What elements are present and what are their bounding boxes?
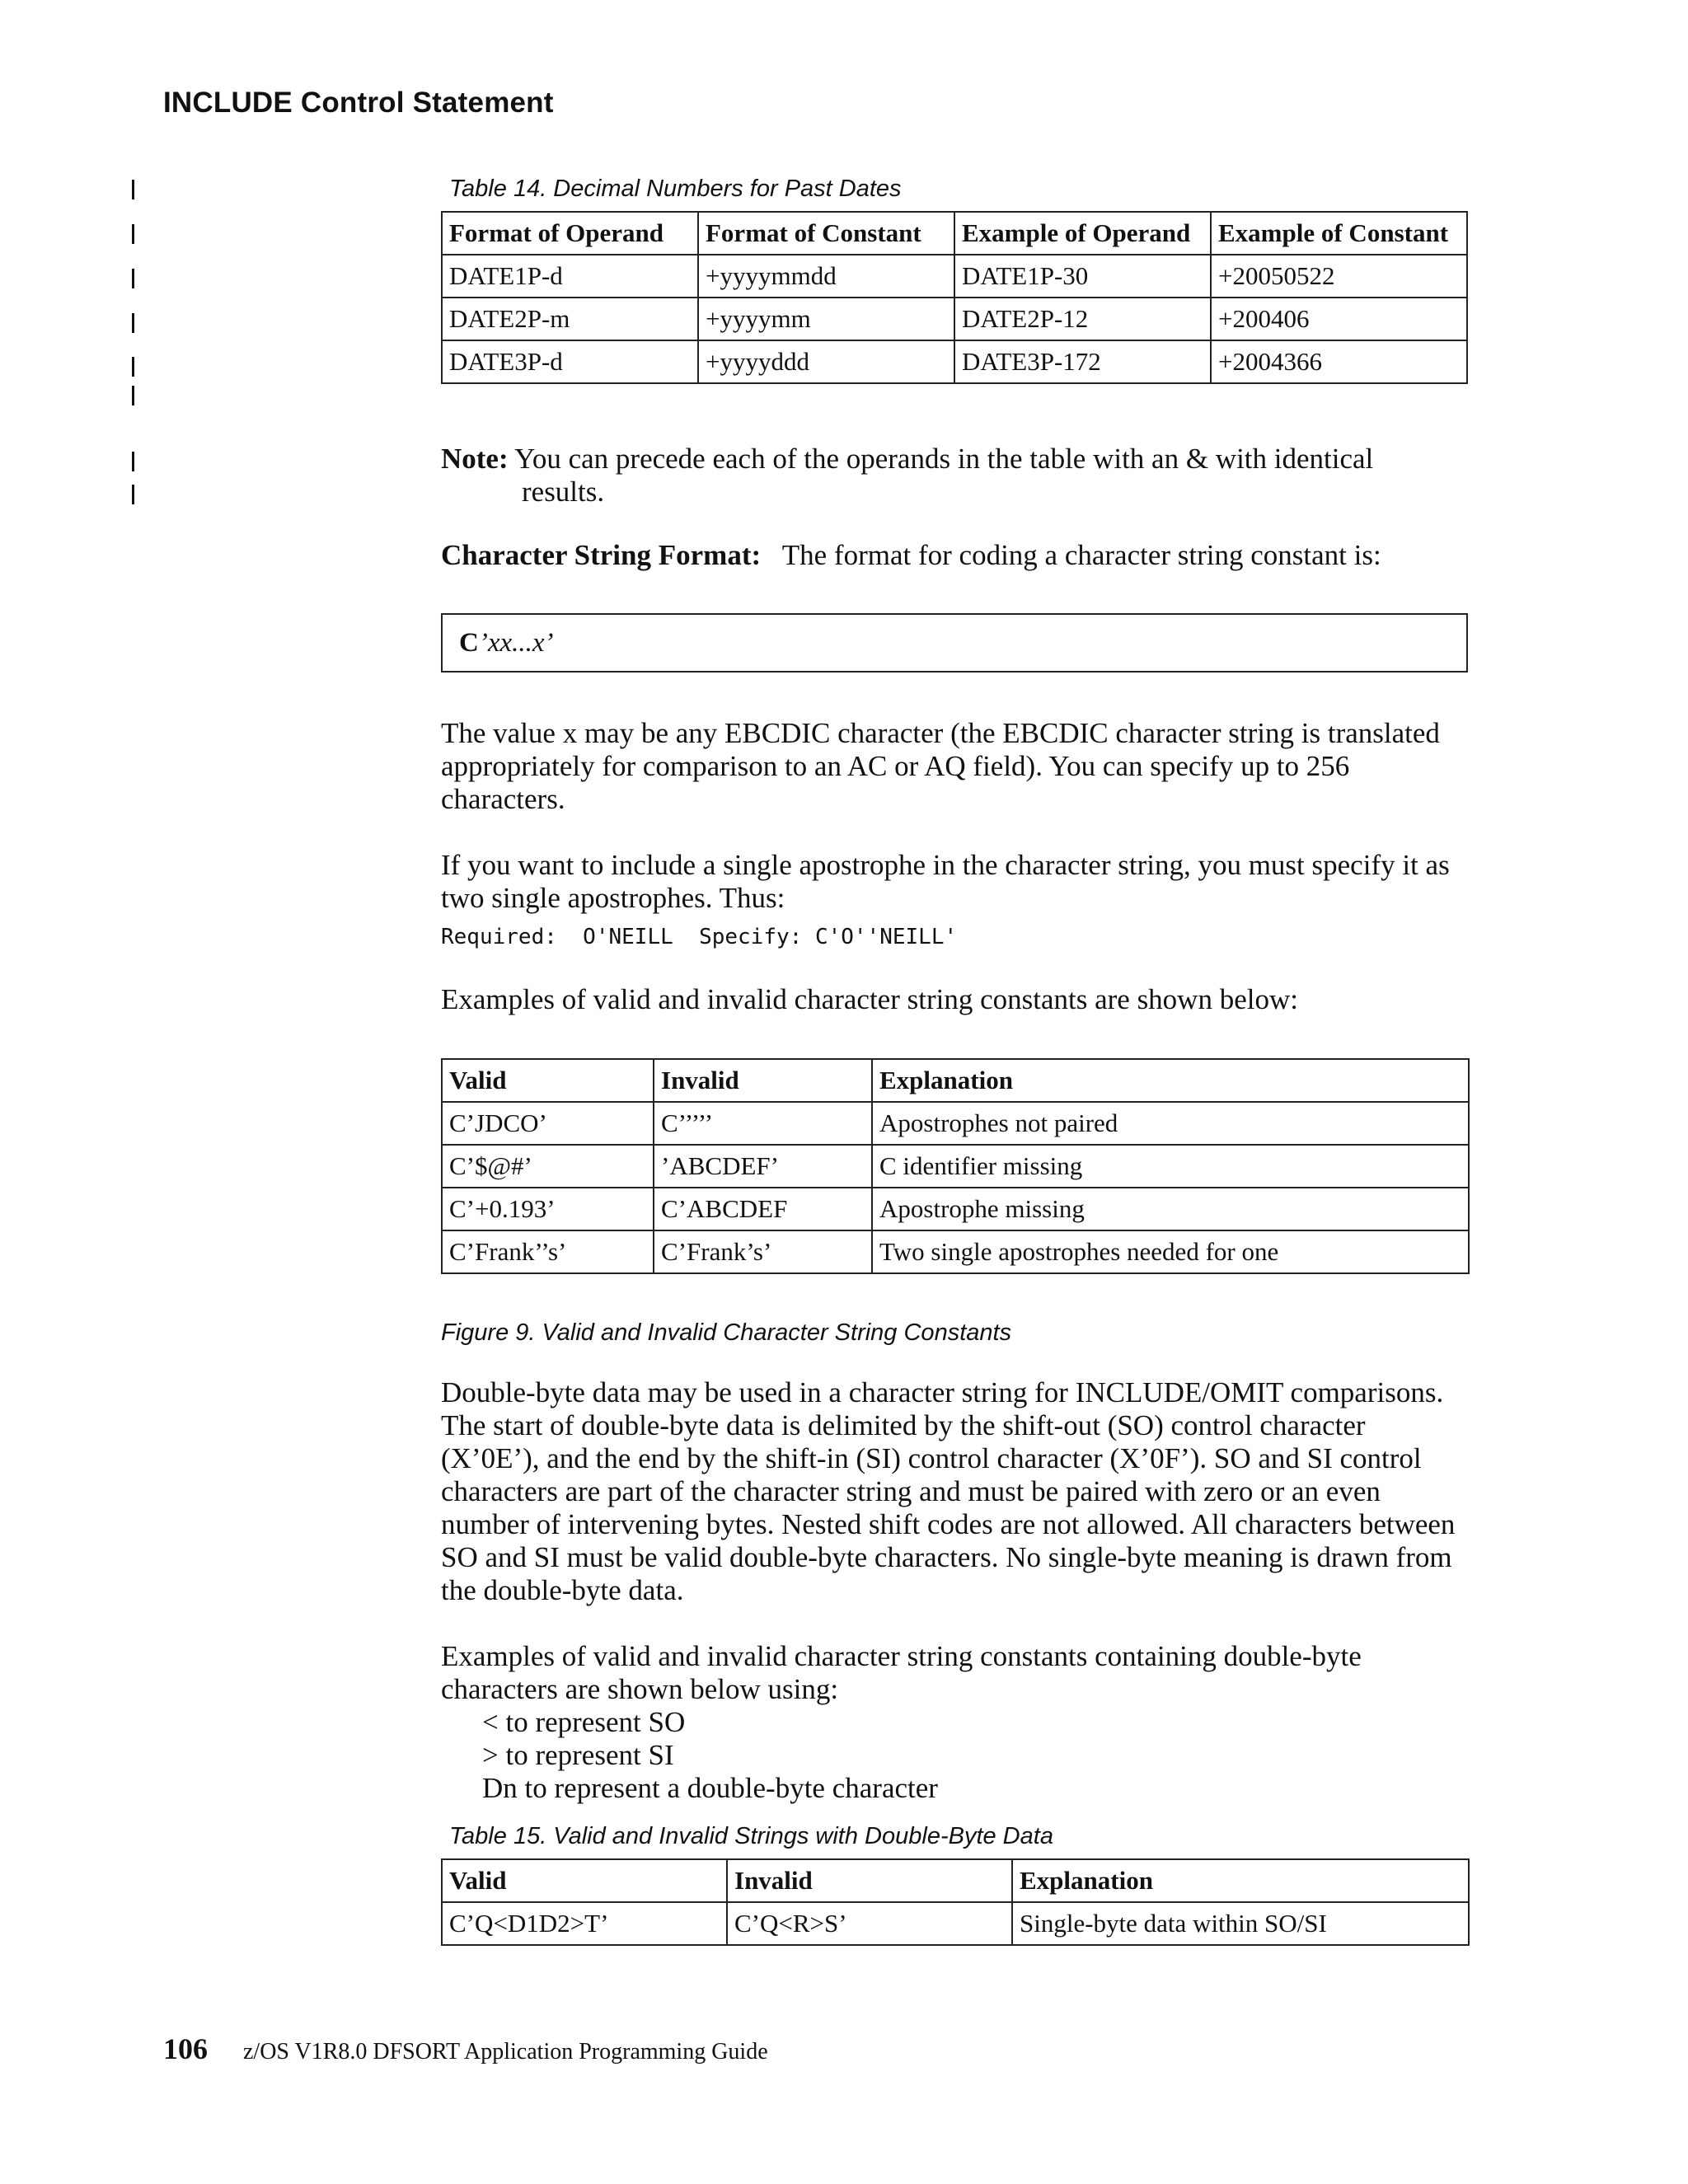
code-example: Required: O'NEILL Specify: C'O''NEILL' [441, 925, 958, 949]
table-cell: DATE2P-12 [954, 298, 1211, 340]
symbol-list [441, 1706, 1468, 1805]
table-header-row [442, 1859, 1469, 1902]
table-cell: Two single apostrophes needed for one [872, 1230, 1469, 1273]
table-cell: C’ABCDEF [654, 1188, 872, 1230]
section-intro: The format for coding a character string constant is: [781, 539, 1381, 571]
paragraph: Examples of valid and invalid character string constants are shown below: [441, 983, 1298, 1015]
column-header: Valid [442, 1859, 727, 1902]
revision-bar [132, 357, 134, 377]
paragraph: Examples of valid and invalid character string constants containing double-byte characters are shown below using: [441, 1640, 1362, 1705]
table-cell: +20050522 [1211, 255, 1467, 298]
table-cell: C’$@#’ [442, 1145, 654, 1188]
revision-bar [132, 386, 134, 405]
table-row [442, 1230, 1469, 1273]
table-cell: C’Frank’s’ [654, 1230, 872, 1273]
book-title: z/OS V1R8.0 DFSORT Application Programming Guide [243, 2039, 768, 2064]
table-cell: +200406 [1211, 298, 1467, 340]
table-cell: ’ABCDEF’ [654, 1145, 872, 1188]
page-footer [163, 2032, 768, 2066]
table-cell: Apostrophe missing [872, 1188, 1469, 1230]
table-15 [441, 1858, 1470, 1946]
column-header: Valid [442, 1059, 654, 1102]
column-header: Invalid [654, 1059, 872, 1102]
syntax-operand: ’xx...x’ [478, 628, 554, 658]
table-header-row [442, 212, 1467, 255]
note-text: You can precede each of the operands in the table with an & with identical [514, 443, 1374, 475]
table-cell: DATE1P-30 [954, 255, 1211, 298]
table-row [442, 1102, 1469, 1145]
table-cell: +yyyyddd [698, 340, 954, 383]
dbcs-examples [441, 1640, 1468, 1805]
char-string-intro [441, 539, 1468, 572]
revision-bar [132, 180, 134, 199]
list-item: Dn to represent a double-byte character [482, 1772, 938, 1804]
list-item: > to represent SI [482, 1739, 674, 1771]
figure-9-table [441, 1058, 1470, 1274]
revision-bar [132, 485, 134, 504]
table-cell: C identifier missing [872, 1145, 1469, 1188]
table-header-row [442, 1059, 1469, 1102]
note-text-continued: results. [522, 476, 605, 508]
table-cell: C’JDCO’ [442, 1102, 654, 1145]
table-cell: DATE3P-172 [954, 340, 1211, 383]
table-cell: +yyyymm [698, 298, 954, 340]
list-item: < to represent SO [482, 1706, 686, 1738]
table-row [442, 1902, 1469, 1945]
section-heading: Character String Format: [441, 539, 762, 571]
table-row [442, 1188, 1469, 1230]
column-header: Explanation [872, 1059, 1469, 1102]
revision-bar [132, 452, 134, 471]
table-14-section [441, 176, 1468, 384]
paragraph: If you want to include a single apostrophe in the character string, you must specify it as two single apostrophes. Thus: [441, 849, 1450, 914]
column-header: Explanation [1012, 1859, 1469, 1902]
running-title: INCLUDE Control Statement [163, 87, 554, 119]
table-14-caption: Table 14. Decimal Numbers for Past Dates [449, 176, 902, 202]
table-cell: +2004366 [1211, 340, 1467, 383]
column-header: Format of Operand [442, 212, 698, 255]
column-header: Invalid [727, 1859, 1012, 1902]
table-row [442, 255, 1467, 298]
table-cell: C’Q<R>S’ [727, 1902, 1012, 1945]
table-cell: Apostrophes not paired [872, 1102, 1469, 1145]
table-cell: DATE2P-m [442, 298, 698, 340]
syntax-c: C [459, 628, 479, 658]
figure-9 [441, 1058, 1468, 1274]
column-header: Example of Constant [1211, 212, 1467, 255]
table-cell: Single-byte data within SO/SI [1012, 1902, 1469, 1945]
paragraph: Double-byte data may be used in a character string for INCLUDE/OMIT comparisons. The start of double-byte data is delimited by the shift-out (SO) control character (X’0E’), and the end by the shift-in (SI) control character (X’0F’). SO and SI control characters are part of the character string and must be paired with zero or an even number of intervening bytes. Nested shift codes are not allowed. All characters between SO and SI must be valid double-byte characters. No single-byte meaning is drawn from the double-byte data. [441, 1376, 1456, 1606]
table-cell: C’+0.193’ [442, 1188, 654, 1230]
table-row [442, 298, 1467, 340]
revision-bar [132, 313, 134, 333]
column-header: Example of Operand [954, 212, 1211, 255]
table-cell: +yyyymmdd [698, 255, 954, 298]
table-row [442, 340, 1467, 383]
note [441, 443, 1468, 509]
table-cell: C’Frank’’s’ [442, 1230, 654, 1273]
revision-bar [132, 224, 134, 244]
revision-bar [132, 269, 134, 288]
figure-9-caption: Figure 9. Valid and Invalid Character String Constants [441, 1319, 1012, 1346]
syntax-box [441, 613, 1468, 673]
table-cell: DATE3P-d [442, 340, 698, 383]
paragraph: The value x may be any EBCDIC character (the EBCDIC character string is translated appropriately for comparison to an AC or AQ field). You can specify up to 256 characters. [441, 717, 1440, 815]
column-header: Format of Constant [698, 212, 954, 255]
table-row [442, 1145, 1469, 1188]
page-number: 106 [163, 2032, 208, 2065]
note-label: Note: [441, 443, 509, 475]
table-15-caption: Table 15. Valid and Invalid Strings with Double-Byte Data [449, 1823, 1053, 1849]
table-15-section [441, 1823, 1468, 1946]
table-cell: DATE1P-d [442, 255, 698, 298]
table-cell: C’’’’’ [654, 1102, 872, 1145]
table-cell: C’Q<D1D2>T’ [442, 1902, 727, 1945]
table-14 [441, 211, 1468, 384]
